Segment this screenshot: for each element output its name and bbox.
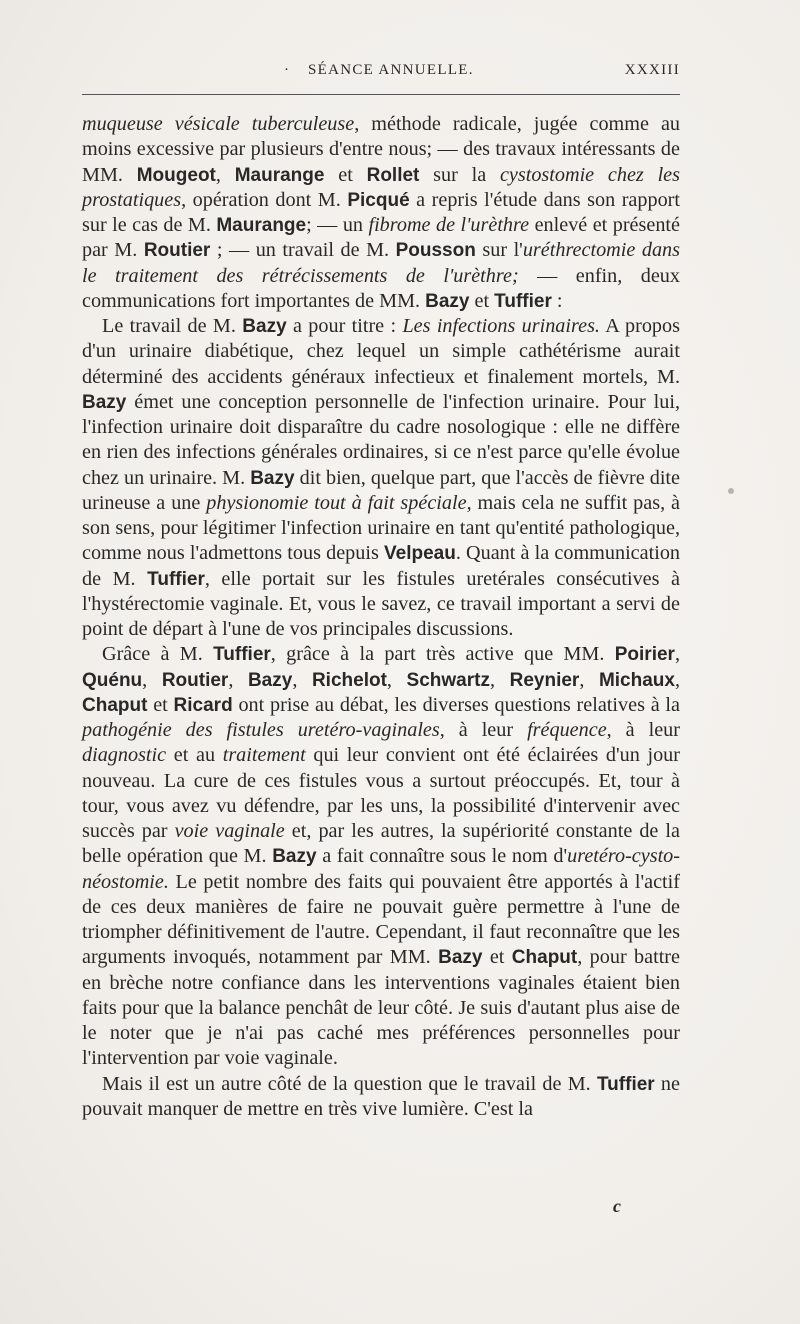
text-run: . Quant à la communication de M. — [82, 542, 681, 590]
person-name: Routier — [161, 669, 229, 691]
text-run: ; — un — [306, 214, 369, 236]
paragraph — [82, 112, 680, 314]
text-run: , à leur — [606, 719, 680, 741]
text-run: ne pouvait manquer de mettre en très vive lumière. C'est la — [82, 1072, 680, 1120]
paragraph — [82, 1072, 680, 1123]
text-run: , — [215, 163, 235, 186]
body-text — [82, 112, 680, 1122]
text-run: sur l' — [475, 239, 523, 262]
paragraph — [82, 314, 680, 642]
text-run: ont prise au débat, les diverses questions relatives à la — [232, 693, 680, 716]
text-run: a fait connaître sous le nom d' — [316, 845, 568, 868]
italic-phrase: voie vaginale — [174, 820, 285, 842]
text-run: , à leur — [439, 719, 528, 741]
running-header — [82, 62, 680, 86]
person-name: Rollet — [366, 164, 420, 186]
header-rule — [82, 94, 680, 95]
text-run: Mais il est un autre côté de la question que le travail de M. — [102, 1072, 597, 1095]
person-name: Bazy — [438, 947, 483, 969]
italic-phrase: fréquence — [527, 719, 607, 741]
text-run: A propos d'un urinaire diabétique, chez lequel un simple cathétérisme aurait déterminé des accidents généraux infectieux et finalement mortels, M. — [82, 315, 680, 388]
text-run: et — [324, 163, 367, 186]
person-name: Bazy — [272, 846, 317, 868]
text-run: Le petit nombre des faits qui pouvaient être apportés à l'actif de ces deux manières de faire ne pouvait guère permettre à l'une de triompher définitivement de l'autre. Cependant, il faut reconnaître que les arguments invoqués, notamment par MM. — [82, 870, 680, 969]
text-run: qui leur convient ont été éclairées d'un jour nouveau. La cure de ces fistules vous a surtout préoccupés. Et, tour à tour, vous avez vu défendre, par les uns, la possibilité d'intervenir avec succès par — [82, 744, 680, 842]
text-run: ; — un travail de M. — [210, 239, 396, 262]
text-run: et, par les autres, la supériorité constante de la belle opération que M. — [82, 820, 680, 868]
italic-phrase: diagnostic — [82, 744, 167, 767]
italic-phrase: physionomie tout à fait spéciale, — [206, 491, 472, 514]
text-run: a repris l'étude dans son rapport sur le cas de M. — [82, 188, 681, 236]
person-name: Bazy — [250, 467, 295, 489]
person-name: Quénu — [82, 669, 143, 691]
person-name: Maurange — [216, 215, 307, 236]
person-name: Bazy — [82, 391, 127, 413]
person-name: Tuffier — [213, 644, 271, 666]
page-number: XXXIII — [624, 62, 680, 78]
italic-phrase: traitement — [222, 744, 306, 767]
person-name: Reynier — [509, 669, 580, 691]
person-name: Tuffier — [147, 568, 205, 590]
header-dot: · — [284, 62, 291, 78]
person-name: Routier — [143, 240, 211, 262]
text-run: a pour titre : — [286, 315, 403, 337]
text-run: sur la — [419, 163, 500, 186]
paper-speck — [728, 488, 734, 494]
person-name: Chaput — [82, 694, 148, 716]
header-title: SÉANCE ANNUELLE. — [308, 62, 474, 78]
text-run: , — [674, 668, 681, 691]
italic-phrase: uréthrectomie dans le traitement des rétrécissements de l'urèthre; — [82, 239, 680, 287]
text-run: , grâce à la part très active que MM. — [270, 643, 615, 666]
italic-phrase: pathogénie des fistules uretéro-vaginales — [82, 719, 440, 741]
person-name: Tuffier — [494, 290, 552, 312]
text-run: — enfin, deux communications fort importantes de MM. — [82, 264, 680, 312]
italic-phrase: fibrome de l'urèthre — [368, 214, 530, 236]
text-run: et — [469, 289, 495, 312]
text-run: , pour battre en brèche notre confiance dans les interventions vaginales étaient bien faits pour que la balance penchât de leur côté. Je suis d'autant plus aise de le noter que je n'ai pas caché mes préférences personnelles pour l'intervention par voie vaginale. — [82, 946, 680, 1070]
text-run: et au — [166, 744, 223, 767]
text-run: et — [147, 693, 174, 716]
person-name: Picqué — [347, 189, 410, 211]
text-run: , — [142, 668, 162, 691]
person-name: Bazy — [247, 669, 293, 691]
italic-phrase: cystostomie chez les prostatiques — [82, 163, 680, 211]
text-run: enlevé et présenté par M. — [82, 214, 680, 262]
text-run: mais cela ne suffit pas, à son sens, pour légitimer l'infection urinaire en tant qu'entité pathologique, comme nous l'admettons tous depuis — [82, 491, 680, 565]
person-name: Mougeot — [136, 164, 216, 186]
text-run: , méthode radicale, jugée comme au moins excessive par plusieurs d'entre nous; — des travaux intéressants de MM. — [82, 113, 681, 186]
person-name: Poirier — [614, 644, 675, 666]
person-name: Maurange — [234, 164, 325, 186]
text-run: dit bien, quelque part, que l'accès de fièvre dite urineuse a une — [82, 466, 680, 514]
person-name: Tuffier — [596, 1073, 655, 1095]
person-name: Bazy — [425, 290, 470, 312]
text-run: : — [551, 289, 563, 312]
text-run: , opération dont M. — [181, 188, 348, 211]
text-run: , elle portait sur les fistules uretérales consécutives à l'hystérectomie vaginale. Et, vous le savez, ce travail important a servi de point de départ à l'une de vos principales discussions. — [82, 567, 680, 640]
text-run: , — [674, 643, 680, 666]
person-name: Schwartz — [406, 669, 490, 691]
text-run: , — [579, 668, 599, 691]
person-name: Michaux — [598, 669, 675, 691]
text-run: et — [482, 946, 512, 969]
text-run: , — [228, 668, 248, 691]
text-run: , — [386, 668, 407, 691]
text-run: émet une conception personnelle de l'infection urinaire. Pour lui, l'infection urinaire doit disparaître du cadre nosologique : elle ne diffère en rien des infections générales ordinaires, si ce n'est parce qu'elle évolue chez un urinaire. M. — [82, 390, 680, 489]
text-run: , — [489, 668, 510, 691]
person-name: Chaput — [511, 947, 578, 969]
text-run: , — [292, 668, 312, 691]
person-name: Richelot — [311, 669, 387, 691]
italic-phrase: uretéro-cysto-néostomie. — [82, 845, 680, 893]
paragraph — [82, 642, 680, 1071]
text-run: Le travail de M. — [102, 315, 243, 337]
signature-mark: c — [613, 1196, 621, 1216]
person-name: Velpeau — [384, 543, 456, 565]
italic-phrase: muqueuse vésicale tuberculeuse — [82, 113, 355, 135]
italic-phrase: Les infections urinaires. — [402, 315, 600, 337]
person-name: Bazy — [242, 316, 287, 337]
person-name: Pousson — [395, 240, 476, 262]
text-run: Grâce à M. — [102, 643, 214, 666]
person-name: Ricard — [173, 694, 233, 716]
